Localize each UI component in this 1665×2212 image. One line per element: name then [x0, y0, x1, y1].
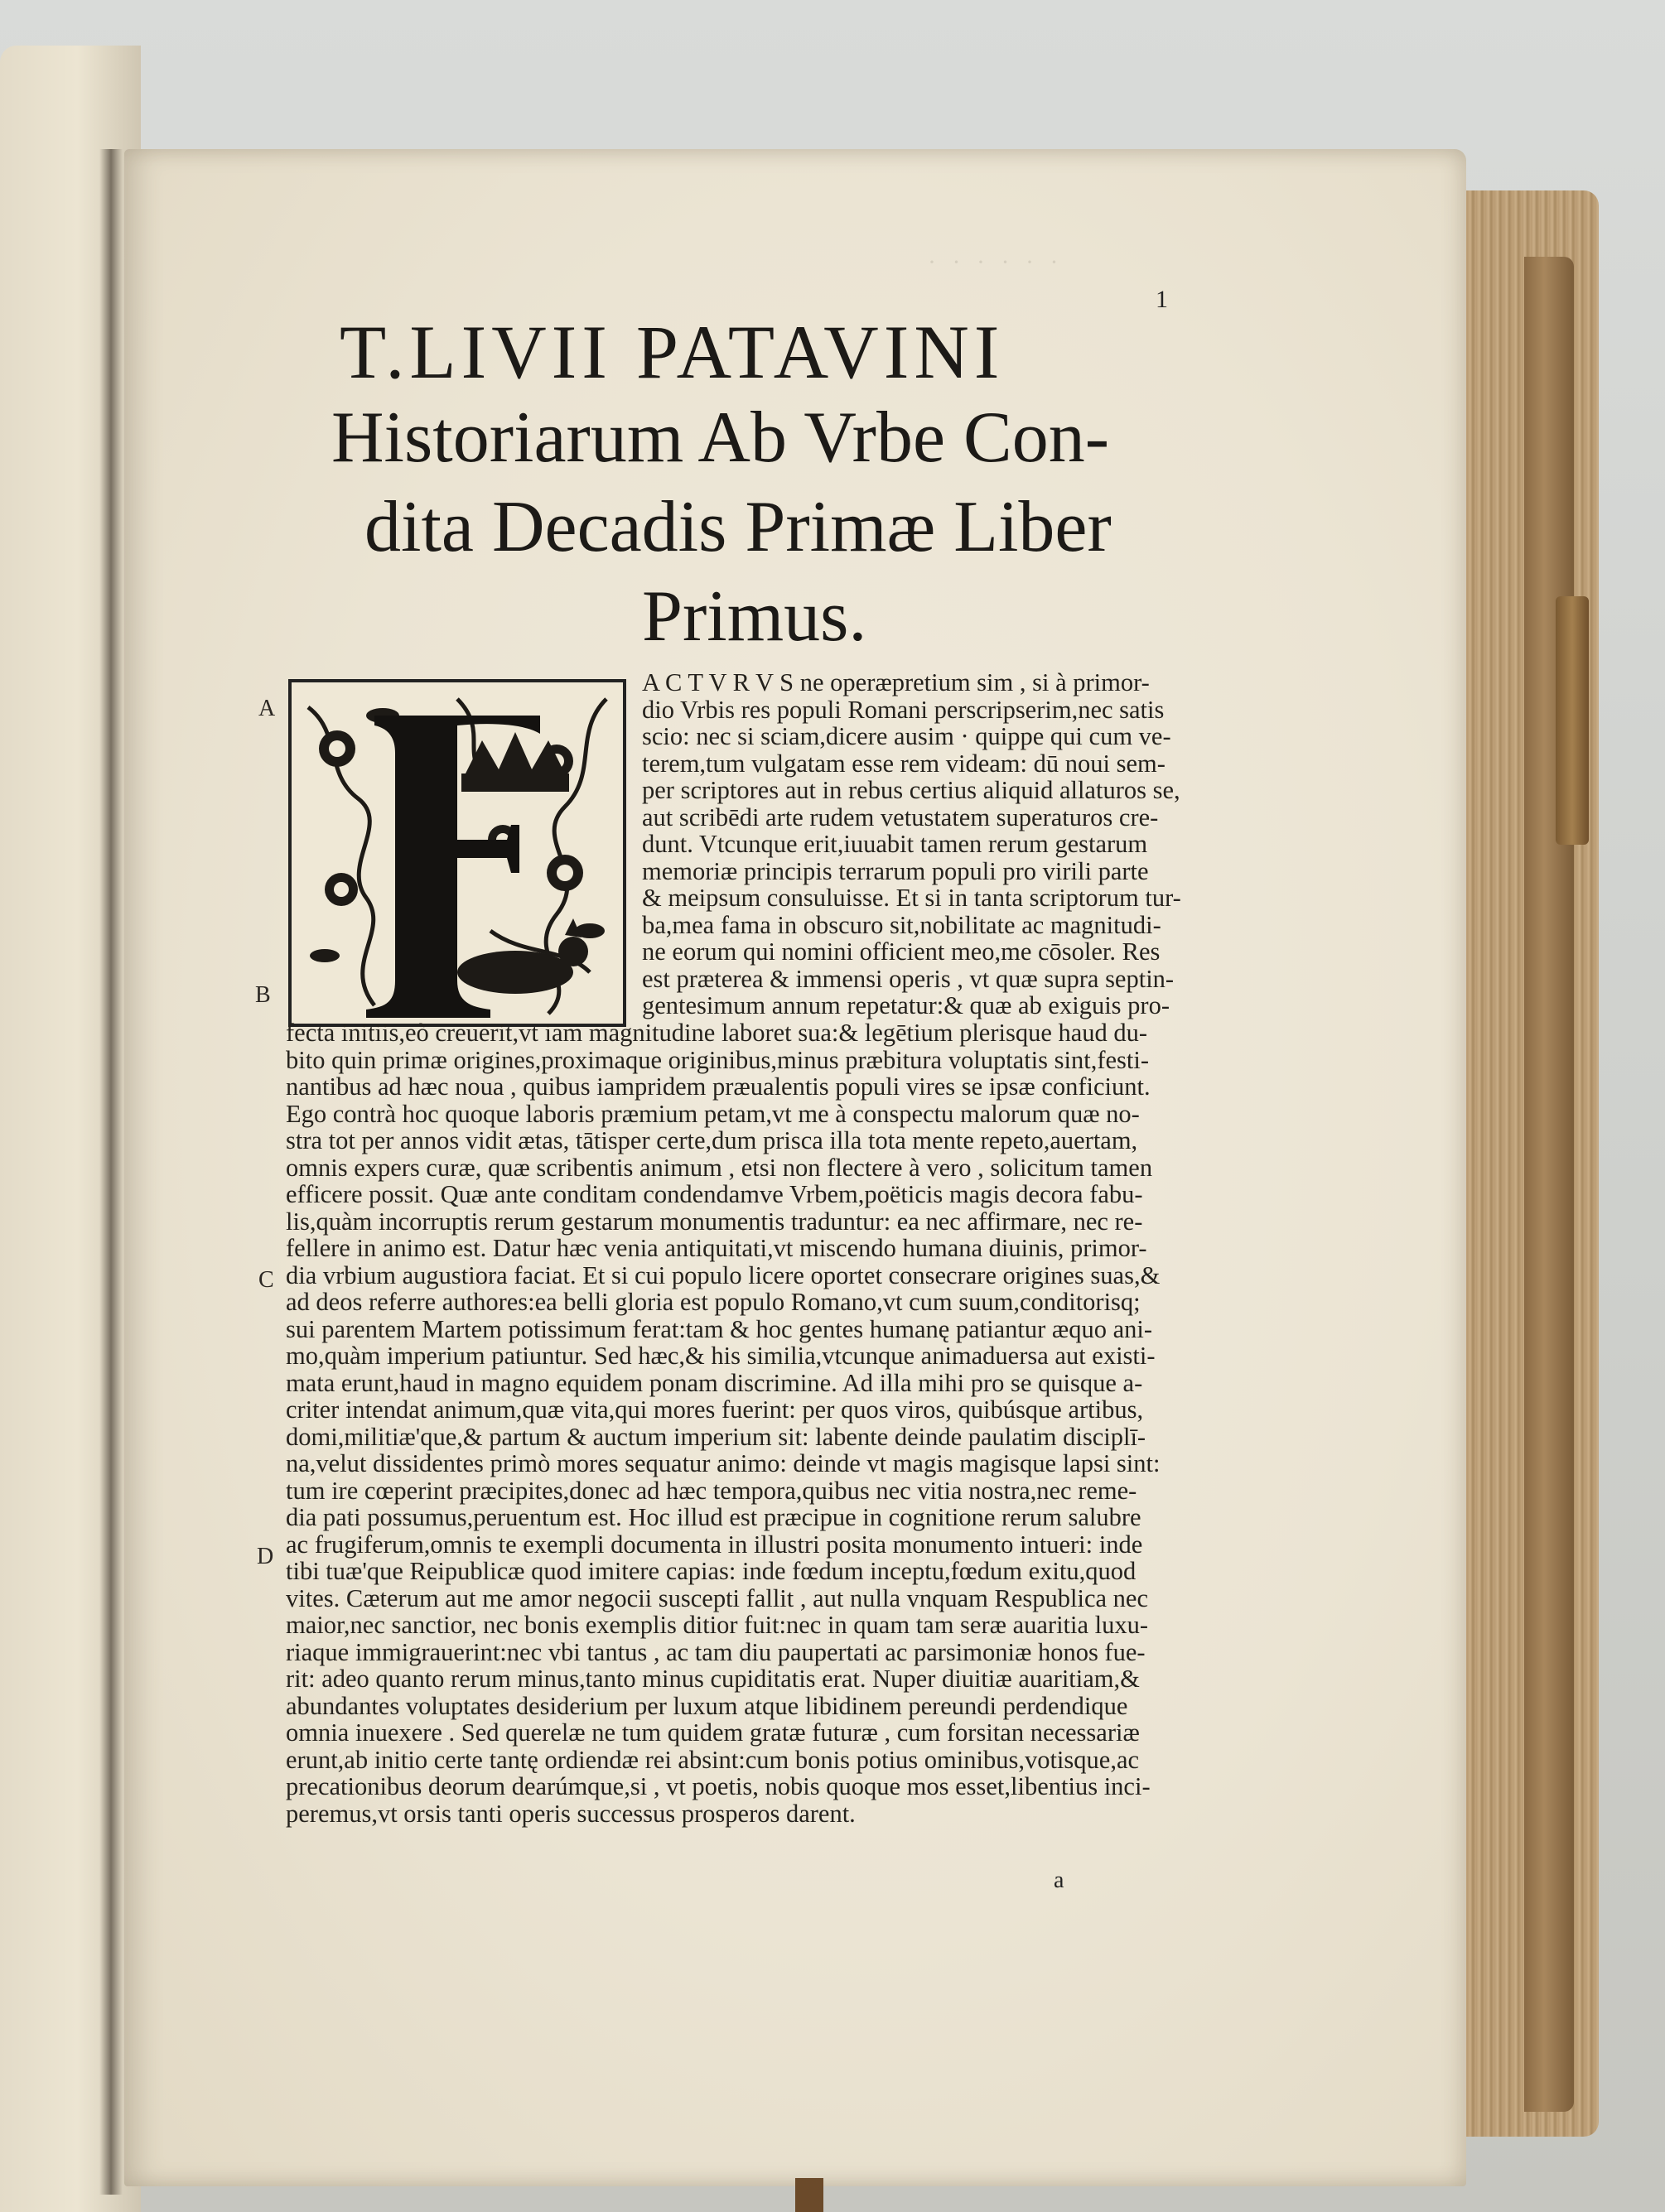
title-line-4: Primus. [642, 576, 867, 657]
text-line: criter intendat animum,quæ vita,qui mores fuerint: per quos viros, quibúsque artibus, [286, 1395, 1144, 1424]
catchword: a [1054, 1867, 1064, 1893]
text-line: aut scribēdi arte rudem vetustatem superaturos cre- [642, 802, 1159, 831]
text-line: terem,tum vulgatam esse rem videam: dū noui sem- [642, 749, 1166, 778]
margin-letter-c: C [258, 1267, 274, 1293]
opening-text-beside-initial [642, 669, 1181, 1019]
text-line: mo,quàm imperium patiuntur. Sed hæc,& his similia,vtcunque animaduersa aut existi- [286, 1342, 1156, 1370]
text-line: precationibus deorum dearúmque,si , vt poetis, nobis quoque mos esset,libentius inci- [286, 1772, 1151, 1800]
woodcut-initial-icon [292, 682, 623, 1024]
page-title [331, 311, 1160, 662]
text-line: efficere possit. Quæ ante conditam condendamve Vrbem,poëticis magis decora fabu- [286, 1180, 1143, 1208]
text-line: est præterea & immensi operis , vt quæ supra septin- [642, 964, 1175, 993]
show-through-text: · · · · · · [928, 248, 1064, 276]
text-line: vites. Cæterum aut me amor negocii suscepti fallit , aut nulla vnquam Respublica nec [286, 1583, 1148, 1612]
text-line: ne eorum qui nomini officient meo,me cōsoler. Res [642, 937, 1161, 966]
text-line: sui parentem Martem potissimum ferat:tam & hoc gentes humanę patiantur æquo ani- [286, 1314, 1153, 1343]
text-line: omnis expers curæ, quæ scribentis animum , etsi non flectere à vero , solicitum tamen [286, 1153, 1153, 1182]
text-line: & meipsum consuluisse. Et si in tanta scriptorum tur- [642, 884, 1181, 912]
bookmark-ribbon [1556, 596, 1589, 845]
text-line: peremus,vt orsis tanti operis successus prosperos darent. [286, 1799, 856, 1828]
text-line: dia pati possumus,peruentum est. Hoc illud est præcipue in cognitione rerum salubre [286, 1503, 1141, 1531]
margin-letter-a: A [258, 696, 276, 721]
bottom-ribbon [795, 2178, 823, 2212]
title-line-3: dita Decadis Primæ Liber [364, 487, 1112, 567]
text-line: bito quin primæ origines,proximaque originibus,minus præbitura voluptatis sint,festi- [286, 1045, 1150, 1074]
text-line: maior,nec sanctior, nec bonis exemplis ditior fuit:nec in quam tam seræ auaritia luxu- [286, 1611, 1149, 1639]
text-line: tibi tuæ'que Reipublicæ quod imitere capias: inde fœdum inceptu,fœdum exitu,quod [286, 1557, 1137, 1585]
text-line: ba,mea fama in obscuro sit,nobilitate ac magnitudi- [642, 910, 1161, 939]
text-line: fellere in animo est. Datur hæc venia antiquitati,vt miscendo humana diuinis, primor- [286, 1234, 1147, 1262]
text-line: tum ire cœperint præcipites,donec ad hæc tempora,quibus nec vitia nostra,nec reme- [286, 1476, 1137, 1505]
text-line: abundantes voluptates desiderium per luxum atque libidinem pereundi perdendique [286, 1691, 1128, 1720]
text-line: per scriptores aut in rebus certius aliquid allaturos se, [642, 776, 1180, 804]
text-line: scio: nec si sciam,dicere ausim · quippe qui cum ve- [642, 722, 1171, 750]
title-line-2: Historiarum Ab Vrbe Con- [331, 398, 1109, 478]
text-line: memoriæ principis terrarum populi pro virili parte [642, 856, 1149, 885]
text-line: dio Vrbis res populi Romani perscripserim,nec satis [642, 695, 1165, 724]
text-line: dunt. Vtcunque erit,iuuabit tamen rerum gestarum [642, 830, 1148, 858]
text-line: mata erunt,haud in magno equidem ponam discrimine. Ad illa mihi pro se quisque a- [286, 1368, 1143, 1397]
text-line: gentesimum annum repetatur:& quæ ab exiguis pro- [642, 991, 1170, 1019]
text-line: lis,quàm incorruptis rerum gestarum monumentis traduntur: ea nec affirmare, nec re- [286, 1207, 1143, 1236]
text-line: stra tot per annos vidit ætas, tātisper certe,dum prisca illa tota mente repeto,auertam, [286, 1126, 1138, 1154]
margin-letter-d: D [257, 1544, 274, 1569]
text-line: ac frugiferum,omnis te exempli documenta in illustri posita monumento intueri: inde [286, 1530, 1143, 1559]
decorated-initial [288, 679, 626, 1027]
text-line: A C T V R V S ne operæpretium sim , si à primor- [642, 668, 1150, 696]
margin-letter-b: B [255, 982, 271, 1008]
text-line: dia vrbium augustiora faciat. Et si cui populo licere oportet consecrare origines suas,& [286, 1260, 1161, 1289]
text-line: erunt,ab initio certe tantę ordiendæ rei absint:cum bonis potius ominibus,votisque,ac [286, 1745, 1140, 1774]
text-line: nantibus ad hæc noua , quibus iampridem præualentis populi vires se ipsæ conficiunt. [286, 1072, 1151, 1101]
gutter-shadow [99, 149, 123, 2195]
text-line: omnia inuexere . Sed querelæ ne tum quidem gratæ futuræ , cum forsitan necessariæ [286, 1718, 1140, 1747]
text-line: ad deos referre authores:ea belli gloria est populo Romano,vt cum suum,conditorisq; [286, 1288, 1141, 1316]
folio-number: 1 [1156, 286, 1168, 313]
text-line: rit: adeo quanto rerum minus,tanto minus cupiditatis erat. Nuper diuitiæ auaritiam,& [286, 1665, 1140, 1693]
book-binding-edge [1524, 257, 1574, 2112]
title-line-1: T.LIVII PATAVINI [340, 310, 1005, 394]
body-text [286, 1019, 1160, 1827]
text-line: Ego contrà hoc quoque laboris præmium petam,vt me à conspectu malorum quæ no- [286, 1099, 1140, 1128]
text-line: domi,militiæ'que,& partum & auctum imperium sit: labente deinde paulatim disciplī- [286, 1422, 1146, 1451]
text-line: na,velut dissidentes primò mores sequatur animo: deinde vt magis magisque lapsi sint: [286, 1449, 1161, 1477]
text-line: riaque immigrauerint:nec vbi tantus , ac tam diu paupertati ac parsimoniæ honos fue- [286, 1637, 1146, 1666]
text-line: fecta initiis,eò creuerit,vt iam magnitudine laboret sua:& legētium plerisque haud du- [286, 1019, 1148, 1047]
